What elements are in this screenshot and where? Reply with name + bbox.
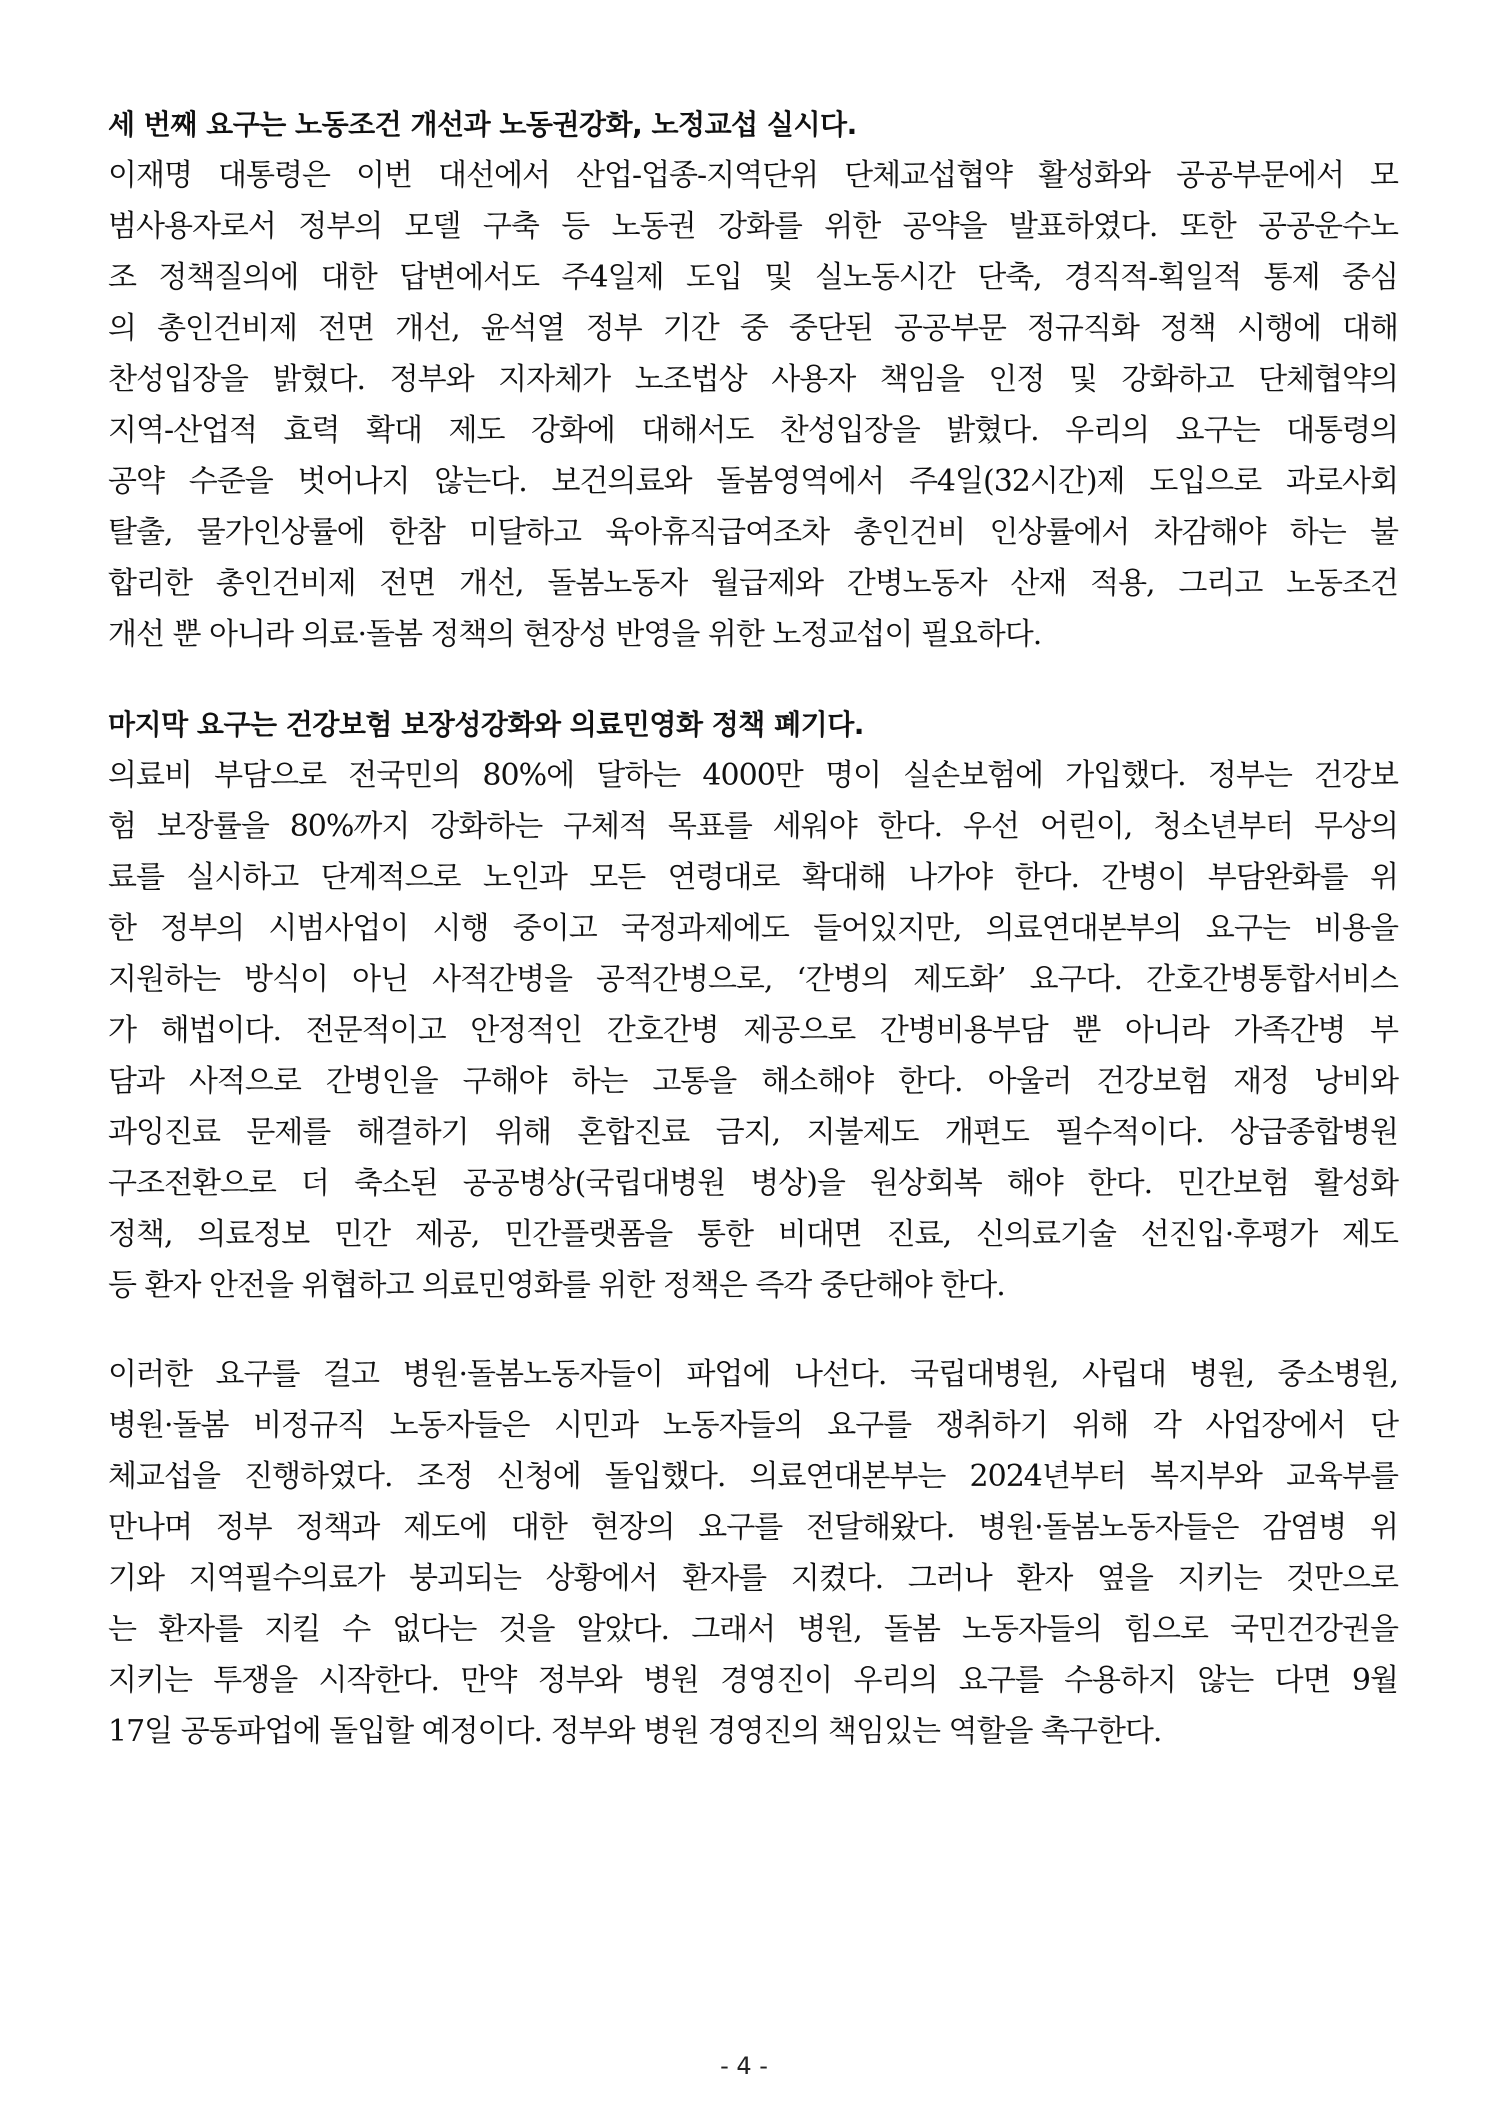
document-body bbox=[108, 100, 1398, 1757]
paragraph-line: 개선 뿐 아니라 의료·돌봄 정책의 현장성 반영을 위한 노정교섭이 필요하다. bbox=[108, 617, 1042, 652]
paragraph-line: 담과 사적으로 간병인을 구해야 하는 고통을 해소해야 한다. 아울러 건강보험 재정 낭비와 bbox=[108, 1064, 1398, 1099]
section-heading: 마지막 요구는 건강보험 보장성강화와 의료민영화 정책 폐기다. bbox=[108, 708, 864, 741]
paragraph-line: 구조전환으로 더 축소된 공공병상(국립대병원 병상)을 원상회복 해야 한다. 민간보험 활성화 bbox=[108, 1166, 1398, 1201]
paragraph-line: 지키는 투쟁을 시작한다. 만약 정부와 병원 경영진이 우리의 요구를 수용하지 않는 다면 9월 bbox=[108, 1663, 1398, 1698]
page-number: - 4 - bbox=[720, 2052, 768, 2080]
paragraph-line: 지원하는 방식이 아닌 사적간병을 공적간병으로, ‘간병의 제도화’ 요구다. 간호간병통합서비스 bbox=[108, 962, 1398, 997]
paragraph-line: 탈출, 물가인상률에 한참 미달하고 육아휴직급여조차 총인건비 인상률에서 차감해야 하는 불 bbox=[108, 515, 1398, 550]
paragraph-line: 정책, 의료정보 민간 제공, 민간플랫폼을 통한 비대면 진료, 신의료기술 선진입·후평가 제도 bbox=[108, 1217, 1398, 1252]
paragraph-line: 이재명 대통령은 이번 대선에서 산업-업종-지역단위 단체교섭협약 활성화와 공공부문에서 모 bbox=[108, 158, 1398, 193]
paragraph-line: 의료비 부담으로 전국민의 80%에 달하는 4000만 명이 실손보험에 가입했다. 정부는 건강보 bbox=[108, 758, 1398, 793]
paragraph-line: 17일 공동파업에 돌입할 예정이다. 정부와 병원 경영진의 책임있는 역할을 촉구한다. bbox=[108, 1714, 1162, 1749]
paragraph-line: 등 환자 안전을 위협하고 의료민영화를 위한 정책은 즉각 중단해야 한다. bbox=[108, 1268, 1005, 1303]
paragraph-line: 병원·돌봄 비정규직 노동자들은 시민과 노동자들의 요구를 쟁취하기 위해 각 사업장에서 단 bbox=[108, 1408, 1398, 1443]
section-heading: 세 번째 요구는 노동조건 개선과 노동권강화, 노정교섭 실시다. bbox=[108, 108, 857, 141]
paragraph-line: 이러한 요구를 걸고 병원·돌봄노동자들이 파업에 나선다. 국립대병원, 사립대 병원, 중소병원, bbox=[108, 1357, 1398, 1392]
paragraph-line: 체교섭을 진행하였다. 조정 신청에 돌입했다. 의료연대본부는 2024년부터 복지부와 교육부를 bbox=[108, 1459, 1398, 1494]
paragraph-line: 는 환자를 지킬 수 없다는 것을 알았다. 그래서 병원, 돌봄 노동자들의 힘으로 국민건강권을 bbox=[108, 1612, 1398, 1647]
paragraph-line: 공약 수준을 벗어나지 않는다. 보건의료와 돌봄영역에서 주4일(32시간)제 도입으로 과로사회 bbox=[108, 464, 1398, 499]
paragraph-line: 범사용자로서 정부의 모델 구축 등 노동권 강화를 위한 공약을 발표하였다. 또한 공공운수노 bbox=[108, 209, 1398, 244]
paragraph-line: 한 정부의 시범사업이 시행 중이고 국정과제에도 들어있지만, 의료연대본부의 요구는 비용을 bbox=[108, 911, 1398, 946]
paragraph-line: 기와 지역필수의료가 붕괴되는 상황에서 환자를 지켰다. 그러나 환자 옆을 지키는 것만으로 bbox=[108, 1561, 1398, 1596]
paragraph-line: 료를 실시하고 단계적으로 노인과 모든 연령대로 확대해 나가야 한다. 간병이 부담완화를 위 bbox=[108, 860, 1398, 895]
paragraph-line: 의 총인건비제 전면 개선, 윤석열 정부 기간 중 중단된 공공부문 정규직화 정책 시행에 대해 bbox=[108, 311, 1398, 346]
paragraph-line: 험 보장률을 80%까지 강화하는 구체적 목표를 세워야 한다. 우선 어린이, 청소년부터 무상의 bbox=[108, 809, 1398, 844]
section-strike-paragraph bbox=[108, 1349, 1398, 1757]
paragraph-line: 가 해법이다. 전문적이고 안정적인 간호간병 제공으로 간병비용부담 뿐 아니라 가족간병 부 bbox=[108, 1013, 1398, 1048]
section-spacer bbox=[108, 1311, 1398, 1349]
paragraph-line: 과잉진료 문제를 해결하기 위해 혼합진료 금지, 지불제도 개편도 필수적이다. 상급종합병원 bbox=[108, 1115, 1398, 1150]
paragraph-line: 조 정책질의에 대한 답변에서도 주4일제 도입 및 실노동시간 단축, 경직적-획일적 통제 중심 bbox=[108, 260, 1398, 295]
paragraph-line: 합리한 총인건비제 전면 개선, 돌봄노동자 월급제와 간병노동자 산재 적용, 그리고 노동조건 bbox=[108, 566, 1398, 601]
paragraph-line: 찬성입장을 밝혔다. 정부와 지자체가 노조법상 사용자 책임을 인정 및 강화하고 단체협약의 bbox=[108, 362, 1398, 397]
section-spacer bbox=[108, 660, 1398, 700]
section-last-demand bbox=[108, 700, 1398, 1311]
paragraph-line: 만나며 정부 정책과 제도에 대한 현장의 요구를 전달해왔다. 병원·돌봄노동자들은 감염병 위 bbox=[108, 1510, 1398, 1545]
section-third-demand bbox=[108, 100, 1398, 660]
paragraph-line: 지역-산업적 효력 확대 제도 강화에 대해서도 찬성입장을 밝혔다. 우리의 요구는 대통령의 bbox=[108, 413, 1398, 448]
